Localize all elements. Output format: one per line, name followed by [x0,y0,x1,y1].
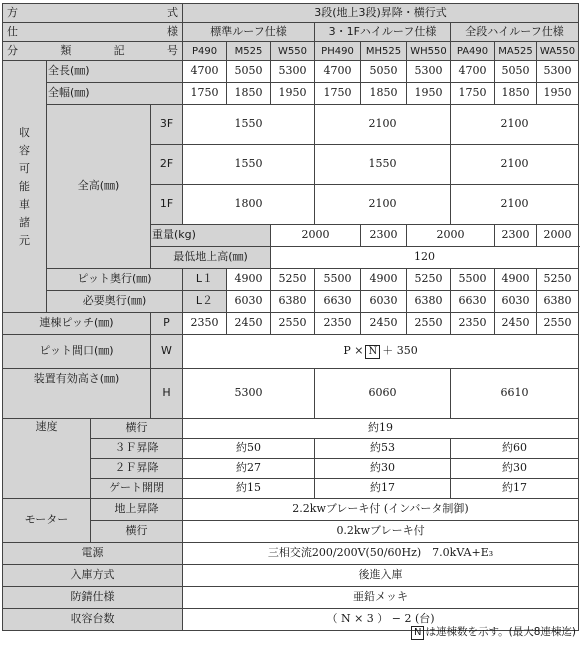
height-cell: 1550 [315,145,451,185]
method-header [3,4,183,23]
pit-opening-symbol: W [151,335,183,369]
height-label: 全高(㎜) [47,105,151,269]
speed-cell: 約30 [451,459,579,479]
model-code: WH550 [407,42,451,61]
speed-row-traverse [3,419,579,439]
model-code: MH525 [361,42,407,61]
width-cell: 1850 [361,83,407,105]
method-value: 3段(地上3段)昇降・横行式 [183,4,579,23]
class-char-2: 類 [60,43,72,57]
length-label: 全長(㎜) [47,61,183,83]
width-cell: 1950 [537,83,579,105]
pit-depth-cell: 4900 [227,269,271,291]
height-3f-row [3,105,579,145]
width-cell: 1950 [407,83,451,105]
power-cell: 三相交流200/200V(50/60Hz) 7.0kVA+E₃ [183,543,579,565]
power-row [3,543,579,565]
required-depth-cell: 6380 [537,291,579,313]
height-cell: 2100 [451,105,579,145]
speed-sub-label: 横行 [91,419,183,439]
weight-label: 重量(kg) [151,225,271,247]
speed-cell: 約17 [451,479,579,499]
pit-depth-cell: 5500 [451,269,495,291]
speed-cell: 約15 [183,479,315,499]
pitch-cell: 2550 [271,313,315,335]
formula-prefix: P × [343,343,364,357]
model-code: PH490 [315,42,361,61]
pitch-cell: 2550 [537,313,579,335]
n-box: N [365,345,380,359]
speed-sub-label: ゲート開閉 [91,479,183,499]
required-depth-cell: 6630 [451,291,495,313]
vchar: 可 [19,161,30,175]
pitch-cell: 2350 [183,313,227,335]
pitch-cell: 2550 [407,313,451,335]
pitch-cell: 2350 [315,313,361,335]
header-class-row [3,42,579,61]
height-cell: 2100 [451,185,579,225]
vchar: 収 [19,125,30,139]
spec-char-2: 様 [167,24,178,38]
footnote-text: は連棟数を示す。(最大8連棟迄) [425,626,576,638]
group-all-high: 全段ハイルーフ仕様 [451,23,579,42]
weight-cell: 2300 [495,225,537,247]
rustproof-row [3,587,579,609]
required-depth-cell: 6030 [495,291,537,313]
vchar: 車 [19,197,30,211]
pitch-cell: 2350 [451,313,495,335]
device-height-label: 装置有効高さ(㎜) [3,369,151,419]
clearance-cell: 120 [271,247,579,269]
height-cell: 1550 [183,105,315,145]
pitch-cell: 2450 [361,313,407,335]
pit-depth-cell: 4900 [495,269,537,291]
weight-cell: 2000 [407,225,495,247]
footnote-n-box: N [411,626,424,640]
vchar: 容 [19,143,30,157]
height-cell: 2100 [315,185,451,225]
model-code: M525 [227,42,271,61]
length-row [3,61,579,83]
pitch-row [3,313,579,335]
device-height-cell: 6610 [451,369,579,419]
model-code: PA490 [451,42,495,61]
motor-sub-label: 地上昇降 [91,499,183,521]
required-depth-label: 必要奥行(㎜) [47,291,183,313]
footnote [411,624,576,640]
entry-cell: 後進入庫 [183,565,579,587]
model-code: W550 [271,42,315,61]
length-cell: 4700 [183,61,227,83]
weight-cell: 2000 [537,225,579,247]
spec-table [2,3,579,631]
pit-opening-row [3,335,579,369]
weight-cell: 2000 [271,225,361,247]
width-cell: 1750 [451,83,495,105]
pit-depth-cell: 5500 [315,269,361,291]
rustproof-cell: 亜鉛メッキ [183,587,579,609]
speed-sub-label: ２Ｆ昇降 [91,459,183,479]
height-cell: 2100 [315,105,451,145]
height-cell: 2100 [451,145,579,185]
pit-depth-cell: 5250 [271,269,315,291]
model-code: WA550 [537,42,579,61]
length-cell: 5050 [227,61,271,83]
motor-cell: 2.2kwブレーキ付 (インバータ制御) [183,499,579,521]
pit-depth-label: ピット奥行(㎜) [47,269,183,291]
device-height-symbol: H [151,369,183,419]
pit-depth-cell: 5250 [407,269,451,291]
floor-2f: 2F [151,145,183,185]
header-method-row [3,4,579,23]
width-cell: 1950 [271,83,315,105]
width-label: 全幅(㎜) [47,83,183,105]
spec-table-wrapper [2,3,578,631]
speed-sub-label: ３Ｆ昇降 [91,439,183,459]
entry-label: 入庫方式 [3,565,183,587]
motor-label: モーター [3,499,91,543]
spec-header [3,23,183,42]
required-depth-cell: 6380 [271,291,315,313]
model-code: MA525 [495,42,537,61]
class-char-3: 記 [113,43,125,57]
pit-opening-formula [183,335,579,369]
model-code: P490 [183,42,227,61]
length-cell: 5050 [495,61,537,83]
floor-3f: 3F [151,105,183,145]
device-height-cell: 5300 [183,369,315,419]
width-cell: 1750 [315,83,361,105]
width-row [3,83,579,105]
speed-cell: 約17 [315,479,451,499]
vchar: 元 [19,233,30,247]
method-char-1: 方 [7,5,18,19]
speed-cell: 約30 [315,459,451,479]
width-cell: 1750 [183,83,227,105]
required-depth-cell: 6030 [361,291,407,313]
rustproof-label: 防錆仕様 [3,587,183,609]
pitch-label: 連棟ピッチ(㎜) [3,313,151,335]
motor-cell: 0.2kwブレーキ付 [183,521,579,543]
header-spec-row [3,23,579,42]
speed-label: 速度 [3,419,91,499]
class-char-4: 号 [166,43,178,57]
class-char-1: 分 [7,43,18,57]
speed-cell: 約19 [183,419,579,439]
required-depth-row [3,291,579,313]
formula-suffix: ＋ 350 [382,343,418,357]
required-depth-cell: 6030 [227,291,271,313]
motor-row-lift [3,499,579,521]
height-cell: 1800 [183,185,315,225]
required-depth-cell: 6630 [315,291,361,313]
group-standard: 標準ルーフ仕様 [183,23,315,42]
required-depth-cell: 6380 [407,291,451,313]
pit-depth-cell: 4900 [361,269,407,291]
pitch-cell: 2450 [227,313,271,335]
length-cell: 5300 [271,61,315,83]
width-cell: 1850 [227,83,271,105]
entry-row [3,565,579,587]
spec-char-1: 仕 [7,24,18,38]
speed-cell: 約60 [451,439,579,459]
pitch-cell: 2450 [495,313,537,335]
pit-depth-symbol: L１ [183,269,227,291]
capacity-count-cell: （ N × 3 ） − 2 (台) [183,609,579,631]
capacity-vertical-label [3,61,47,313]
group-31f-high: 3・1Fハイルーフ仕様 [315,23,451,42]
width-cell: 1850 [495,83,537,105]
device-height-row [3,369,579,419]
method-char-2: 式 [167,5,178,19]
class-header [3,42,183,61]
speed-cell: 約53 [315,439,451,459]
pit-depth-row [3,269,579,291]
weight-cell: 2300 [361,225,407,247]
motor-sub-label: 横行 [91,521,183,543]
length-cell: 4700 [451,61,495,83]
capacity-count-label: 収容台数 [3,609,183,631]
pit-depth-cell: 5250 [537,269,579,291]
clearance-label: 最低地上高(㎜) [151,247,271,269]
pit-opening-label: ピット間口(㎜) [3,335,151,369]
device-height-cell: 6060 [315,369,451,419]
length-cell: 5300 [407,61,451,83]
vchar: 諸 [19,215,30,229]
floor-1f: 1F [151,185,183,225]
height-cell: 1550 [183,145,315,185]
speed-cell: 約27 [183,459,315,479]
required-depth-symbol: L２ [183,291,227,313]
power-label: 電源 [3,543,183,565]
speed-cell: 約50 [183,439,315,459]
vchar: 能 [19,179,30,193]
length-cell: 4700 [315,61,361,83]
length-cell: 5050 [361,61,407,83]
length-cell: 5300 [537,61,579,83]
pitch-symbol: P [151,313,183,335]
